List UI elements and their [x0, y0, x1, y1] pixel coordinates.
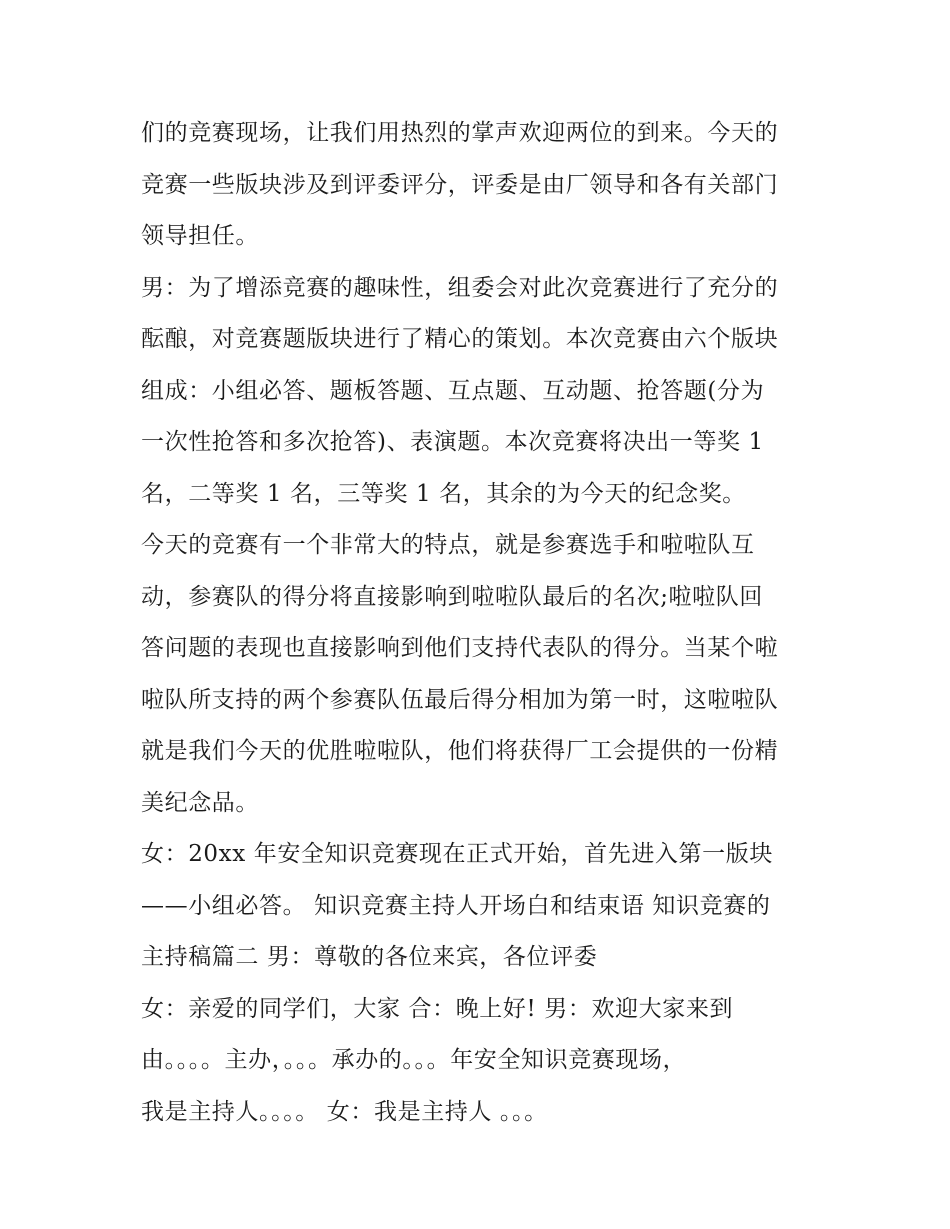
text-line: ——小组必答。 知识竞赛主持人开场白和结束语 知识竞赛的 [141, 892, 771, 919]
text-line: 主持稿篇二 男：尊敬的各位来宾，各位评委 [141, 944, 598, 970]
text-line: 男：为了增添竞赛的趣味性，组委会对此次竞赛进行了充分的 [141, 274, 779, 301]
text-line: 组成：小组必答、题板答题、互点题、互动题、抢答题(分为 [141, 377, 765, 404]
text-line: 酝酿，对竞赛题版块进行了精心的策划。本次竞赛由六个版块 [141, 326, 779, 352]
text-line: 就是我们今天的优胜啦啦队，他们将获得厂工会提供的一份精 [141, 738, 779, 764]
text-line: 领导担任。 [141, 223, 259, 249]
text-line: 我是主持人。。。。 女：我是主持人 。。。 [141, 1098, 548, 1125]
body-text [141, 108, 821, 1138]
text-line: 今天的竞赛有一个非常大的特点，就是参赛选手和啦啦队互 [141, 532, 755, 558]
text-line: 女：20xx 年安全知识竞赛现在正式开始，首先进入第一版块 [141, 841, 773, 867]
text-line: 竞赛一些版块涉及到评委评分，评委是由厂领导和各有关部门 [141, 171, 779, 198]
text-line: 啦队所支持的两个参赛队伍最后得分相加为第一时，这啦啦队 [141, 686, 779, 713]
text-line: 们的竞赛现场，让我们用热烈的掌声欢迎两位的到来。今天的 [141, 120, 779, 146]
text-line: 答问题的表现也直接影响到他们支持代表队的得分。当某个啦 [141, 635, 779, 661]
text-line: 由。。。。主办，。。。承办的。。。年安全知识竞赛现场， [141, 1047, 687, 1073]
text-line: 动，参赛队的得分将直接影响到啦啦队最后的名次;啦啦队回 [141, 583, 763, 610]
text-line: 女：亲爱的同学们，大家 合：晚上好! 男：欢迎大家来到 [141, 995, 734, 1022]
text-line: 美纪念品。 [141, 789, 259, 816]
text-line: 一次性抢答和多次抢答)、表演题。本次竞赛将决出一等奖 1 [141, 429, 764, 455]
text-line: 名，二等奖 1 名，三等奖 1 名，其余的为今天的纪念奖。 [141, 480, 746, 507]
